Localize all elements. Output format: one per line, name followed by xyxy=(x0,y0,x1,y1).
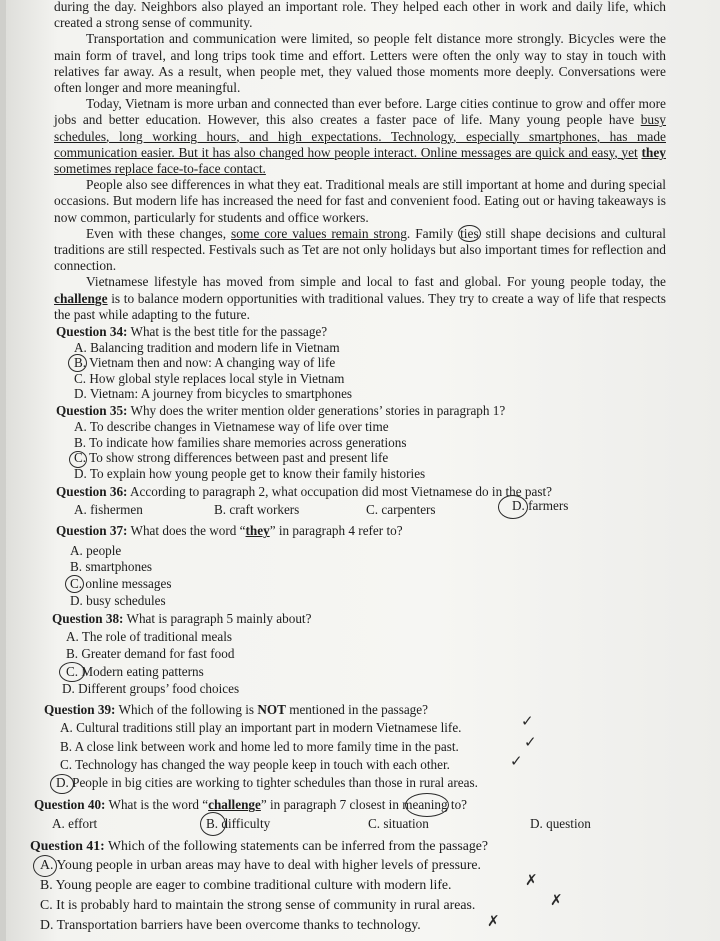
q34-option-c[interactable]: C. How global style replaces local style in Vietnam xyxy=(74,371,345,386)
q38-option-b[interactable]: B. Greater demand for fast food xyxy=(66,646,235,661)
q36-option-c[interactable]: C. carpenters xyxy=(366,502,436,517)
q38-option-d[interactable]: D. Different groups’ food choices xyxy=(62,681,240,696)
q40-option-d[interactable]: D. question xyxy=(530,816,591,831)
q37-answer-circle xyxy=(65,575,84,593)
cross-mark-icon: ✗ xyxy=(525,873,538,889)
question-41: Question 41: Which of the following statements can be inferred from the passage? xyxy=(30,838,488,853)
paragraph-6: Vietnamese lifestyle has moved from simple and local to fast and global. For young people today, the challenge is to balance modern opportunities with traditional values. They try to create a way of life that respects the past while adapting to the future. xyxy=(54,274,666,322)
question-35: Question 35: Why does the writer mention older generations’ stories in paragraph 1? xyxy=(56,403,506,418)
paragraph-3: Today, Vietnam is more urban and connected than ever before. Large cities continue to grow and offer more jobs and better education. However, this also creates a faster pace of life. Many young people have busy schedules, long working hours, and high expectations. Technology, especially smartphones, has made communication easier. But it has also changed how people interact. Online messages are quick and easy, yet they sometimes replace face-to-face contact. xyxy=(54,96,666,177)
checkmark-icon: ✓ xyxy=(524,735,537,751)
q37-option-c[interactable]: C. online messages xyxy=(70,576,172,591)
q36-option-d[interactable]: D. farmers xyxy=(512,498,569,513)
closest-word-circle xyxy=(405,793,449,817)
cross-mark-icon: ✗ xyxy=(550,893,563,909)
q38-answer-circle xyxy=(59,662,85,682)
q35-option-c[interactable]: C. To show strong differences between past and present life xyxy=(74,450,389,465)
q39-option-c[interactable]: C. Technology has changed the way people keep in touch with each other. xyxy=(60,757,450,772)
question-39: Question 39: Which of the following is NOT mentioned in the passage? xyxy=(44,702,428,717)
word-ties: ties xyxy=(460,225,479,241)
q38-option-c[interactable]: C. Modern eating patterns xyxy=(66,664,204,679)
q40-answer-circle xyxy=(200,812,226,836)
q39-option-a[interactable]: A. Cultural traditions still play an important part in modern Vietnamese life. xyxy=(60,720,462,735)
q41-option-d[interactable]: D. Transportation barriers have been overcome thanks to technology. xyxy=(40,917,421,932)
underlined-phrase: busy schedules, long working hours, and high expectations. Technology, especially smartphones, has made communication easier. But it has also changed how people interact. Online messages are quick and easy, yet xyxy=(54,112,666,160)
q40-option-b[interactable]: B. difficulty xyxy=(206,816,271,831)
word-challenge: challenge xyxy=(54,290,108,306)
q36-answer-circle xyxy=(498,495,528,519)
question-34: Question 34: What is the best title for the passage? xyxy=(56,324,328,339)
q40-option-c[interactable]: C. situation xyxy=(368,816,429,831)
q37-option-a[interactable]: A. people xyxy=(70,543,122,558)
checkmark-icon: ✓ xyxy=(521,714,534,730)
paragraph-1-tail: during the day. Neighbors also played an important role. They helped each other in work and daily life, which created a strong sense of community. xyxy=(54,0,666,31)
page-edge-shadow xyxy=(0,0,6,941)
q35-option-d[interactable]: D. To explain how young people get to know their family histories xyxy=(74,466,426,481)
q41-option-c[interactable]: C. It is probably hard to maintain the strong sense of community in rural areas. xyxy=(40,897,476,912)
q37-option-d[interactable]: D. busy schedules xyxy=(70,593,166,608)
q35-option-b[interactable]: B. To indicate how families share memories across generations xyxy=(74,435,407,450)
q35-option-a[interactable]: A. To describe changes in Vietnamese way of life over time xyxy=(74,419,389,434)
word-they: they xyxy=(641,144,666,160)
q36-option-a[interactable]: A. fishermen xyxy=(74,502,143,517)
question-40: Question 40: What is the word “challenge” in paragraph 7 closest in meaning to? xyxy=(34,797,468,812)
q39-option-d[interactable]: D. People in big cities are working to tighter schedules than those in rural areas. xyxy=(56,775,478,790)
paragraph-5: Even with these changes, some core values remain strong. Family ties still shape decisions and cultural traditions are still respected. Festivals such as Tet are not only holidays but also important times for reflection and connection. xyxy=(54,225,666,274)
q37-option-b[interactable]: B. smartphones xyxy=(70,559,153,574)
q39-option-b[interactable]: B. A close link between work and home led to more family time in the past. xyxy=(60,739,459,754)
q36-option-b[interactable]: B. craft workers xyxy=(214,502,300,517)
q34-option-d[interactable]: D. Vietnam: A journey from bicycles to smartphones xyxy=(74,386,353,401)
passage xyxy=(54,0,666,323)
q34-option-a[interactable]: A. Balancing tradition and modern life in Vietnam xyxy=(74,340,340,355)
core-values-phrase: some core values remain strong xyxy=(231,225,407,241)
q41-answer-circle xyxy=(33,855,57,877)
question-36: Question 36: According to paragraph 2, what occupation did most Vietnamese do in the past? xyxy=(56,484,552,499)
question-38: Question 38: What is paragraph 5 mainly about? xyxy=(52,611,312,626)
q41-option-a[interactable]: A. Young people in urban areas may have to deal with higher levels of pressure. xyxy=(40,857,482,872)
q38-option-a[interactable]: A. The role of traditional meals xyxy=(66,629,233,644)
q34-option-b[interactable]: B. Vietnam then and now: A changing way of life xyxy=(74,355,336,370)
checkmark-icon: ✓ xyxy=(510,754,523,770)
q40-option-a[interactable]: A. effort xyxy=(52,816,98,831)
paragraph-4: People also see differences in what they eat. Traditional meals are still important at home and during special occasions. But modern life has increased the need for fast and convenient food. Eating out or having takeaways is now common, particularly for students and office workers. xyxy=(54,177,666,225)
q39-answer-circle xyxy=(50,774,74,794)
paragraph-2: Transportation and communication were limited, so people felt distance more strongly. Bicycles were the main form of travel, and long trips took time and effort. Letters were often the only way to stay in touch with relatives far away. As a result, when people met, they valued those moments more deeply. Conversations were often longer and more meaningful. xyxy=(54,31,666,96)
q34-answer-circle xyxy=(68,354,87,372)
question-37: Question 37: What does the word “they” in paragraph 4 refer to? xyxy=(56,523,403,538)
cross-mark-icon: ✗ xyxy=(487,914,500,930)
q41-option-b[interactable]: B. Young people are eager to combine traditional culture with modern life. xyxy=(40,877,452,892)
